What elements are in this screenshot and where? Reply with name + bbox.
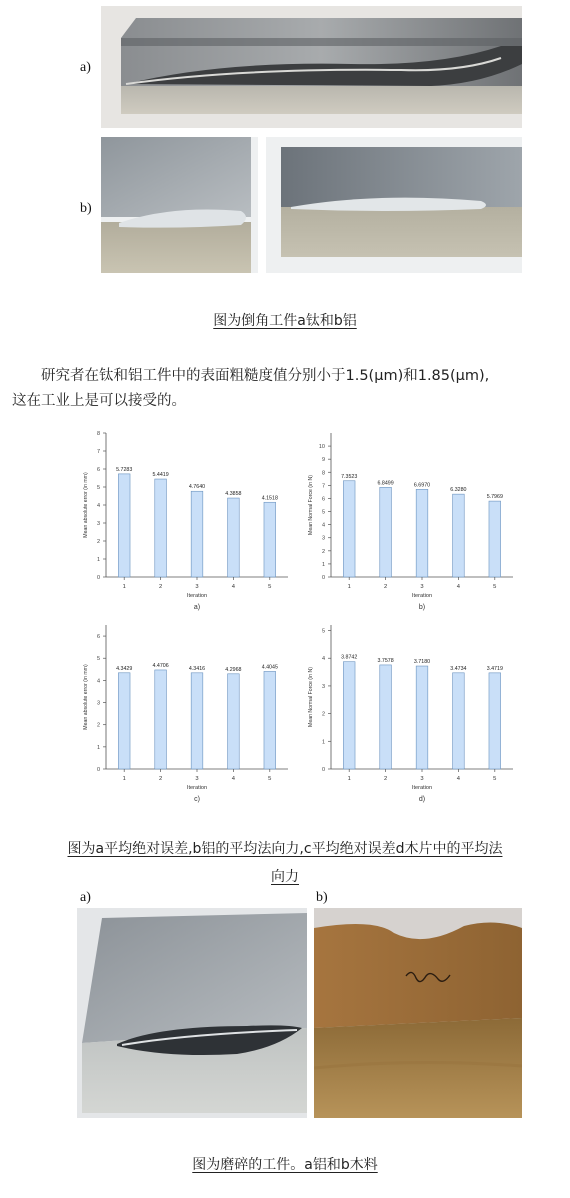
chart1-panel-label: a): [193, 604, 201, 611]
chart3-bar-2: [155, 670, 167, 769]
chart4-bar-3: [416, 666, 428, 769]
chart4-value-label-2: 3.7578: [377, 657, 394, 664]
chart3-ytick-label-3: 3: [96, 700, 100, 707]
chart3-xlabel: Iteration: [186, 785, 208, 791]
chart4-xtick-label-5: 5: [493, 776, 497, 782]
chart2-ytick-label-5: 5: [321, 509, 325, 516]
chart4-xtick-label-2: 2: [383, 776, 388, 782]
chart3-xtick-label-5: 5: [268, 776, 272, 782]
titanium-chamfer-photo: [101, 6, 522, 128]
chart2-value-label-1: 7.3523: [341, 473, 358, 480]
chart4-value-label-4: 3.4734: [450, 665, 467, 672]
chart1-ylabel: Mean absolute error (in mm): [83, 472, 89, 538]
chart1-xtick-label-4: 4: [231, 584, 236, 590]
chart3-panel-label: c): [194, 796, 200, 803]
chart4-ytick-label-2: 2: [321, 711, 325, 718]
milled-aluminum-photo: [77, 908, 307, 1118]
chart4-xlabel: Iteration: [411, 785, 433, 791]
chart1-xtick-label-1: 1: [122, 584, 126, 590]
chart4-panel-label: d): [418, 796, 426, 803]
chart1-ytick-label-8: 8: [96, 431, 100, 437]
chart3-bar-5: [264, 671, 276, 769]
chart2-bar-1: [343, 481, 355, 577]
chart3-bar-4: [228, 674, 240, 769]
chart1-ytick-label-3: 3: [96, 521, 100, 527]
chart3-value-label-5: 4.4045: [261, 664, 278, 671]
figure3-label-b: b): [316, 890, 328, 905]
chart2-value-label-4: 6.3280: [450, 487, 467, 494]
figure3-caption: 图为磨碎的工件。a铝和b木料: [192, 1157, 378, 1173]
chart1-value-label-4: 4.3858: [225, 491, 242, 498]
chart4-ylabel: Mean Normal Force (in N): [308, 667, 314, 727]
chart2-value-label-3: 6.6970: [413, 482, 431, 489]
chart1-xtick-label-3: 3: [195, 584, 199, 590]
chart3-ytick-label-4: 4: [96, 678, 100, 685]
chart3-value-label-4: 4.2968: [225, 666, 242, 673]
chart1-value-label-2: 5.4419: [152, 472, 169, 479]
chart4-bar-4: [453, 673, 465, 769]
chart4-ytick-label-1: 1: [321, 739, 325, 746]
chart3-ylabel: Mean absolute error (in mm): [83, 664, 89, 730]
chart2-xtick-label-2: 2: [383, 584, 388, 590]
chart4-ytick-label-5: 5: [321, 628, 325, 635]
chart1-ytick-label-5: 5: [96, 485, 100, 491]
figure1-caption: 图为倒角工件a钛和b铝: [213, 313, 357, 329]
chart2-ytick-label-0: 0: [321, 575, 325, 581]
chart2-ytick-label-7: 7: [321, 483, 325, 490]
chart4-ytick-label-3: 3: [321, 683, 325, 690]
chart3-ytick-label-0: 0: [96, 767, 100, 773]
chart3-value-label-1: 4.3429: [116, 665, 133, 672]
chart1-bar-2: [155, 479, 167, 577]
charts-svg: [76, 423, 525, 804]
chart4-bar-1: [343, 662, 355, 769]
chart1-bar-4: [228, 498, 240, 577]
chart2-panel-label: b): [418, 604, 426, 611]
chart1-bar-3: [191, 491, 203, 577]
charts-figure: [76, 423, 525, 804]
chart3-xtick-label-2: 2: [158, 776, 163, 782]
chart1-ytick-label-6: 6: [96, 467, 100, 473]
chart1-ytick-label-7: 7: [96, 449, 100, 455]
chart2-value-label-2: 6.8499: [377, 480, 394, 487]
chart1-xtick-label-5: 5: [268, 584, 272, 590]
chart2-ytick-label-10: 10: [318, 444, 325, 451]
chart4-ytick-label-0: 0: [321, 767, 325, 773]
figure1-label-b: b): [80, 201, 92, 216]
figure2-caption-line2: 向力: [271, 869, 299, 885]
chart3-xtick-label-3: 3: [195, 776, 199, 782]
chart1-ytick-label-2: 2: [96, 539, 100, 545]
chart1-xtick-label-2: 2: [158, 584, 163, 590]
chart1-ytick-label-1: 1: [96, 557, 100, 563]
chart2-ytick-label-1: 1: [321, 561, 325, 568]
chart1-bar-5: [264, 502, 276, 577]
chart3-bar-3: [191, 673, 203, 769]
chart3-xtick-label-4: 4: [231, 776, 236, 782]
chart3-ytick-label-2: 2: [96, 722, 100, 729]
chart3-ytick-label-6: 6: [96, 634, 100, 641]
chart2-ytick-label-9: 9: [321, 457, 325, 464]
aluminum-chamfer-photo-left: [101, 137, 258, 273]
chart2-xtick-label-5: 5: [493, 584, 497, 590]
body-paragraph: [12, 364, 560, 414]
chart2-ylabel: Mean Normal Force (in N): [308, 475, 314, 535]
figure1-label-a: a): [80, 60, 91, 75]
chart2-ytick-label-4: 4: [321, 522, 325, 529]
chart2-ytick-label-8: 8: [321, 470, 325, 477]
chart1-xlabel: Iteration: [186, 593, 208, 599]
chart1-value-label-1: 5.7283: [116, 466, 133, 473]
chart2-xtick-label-3: 3: [420, 584, 424, 590]
chart4-bar-2: [380, 665, 392, 769]
paragraph-line-2: 这在工业上是可以接受的。: [12, 393, 186, 409]
paragraph-line-1: 研究者在钛和铝工件中的表面粗糙度值分别小于1.5(μm)和1.85(μm),: [41, 368, 490, 384]
chart2-ytick-label-6: 6: [321, 496, 325, 503]
chart3-value-label-2: 4.4706: [152, 662, 169, 669]
chart3-ytick-label-5: 5: [96, 656, 100, 663]
chart2-bar-5: [489, 501, 501, 577]
chart2-bar-4: [453, 494, 465, 577]
chart2-xlabel: Iteration: [411, 593, 433, 599]
figure2-caption-line1: 图为a平均绝对误差,b铝的平均法向力,c平均绝对误差d木片中的平均法: [67, 841, 503, 857]
chart2-bar-3: [416, 489, 428, 577]
figure3-label-a: a): [80, 890, 91, 905]
chart2-bar-2: [380, 487, 392, 577]
chart1-value-label-5: 4.1518: [261, 495, 278, 502]
chart2-ytick-label-2: 2: [321, 548, 325, 555]
chart2-value-label-5: 5.7969: [486, 494, 503, 501]
chart4-xtick-label-1: 1: [347, 776, 351, 782]
chart4-bar-5: [489, 673, 501, 769]
chart4-ytick-label-4: 4: [321, 656, 325, 663]
chart4-value-label-1: 3.8742: [341, 654, 358, 661]
chart3-bar-1: [118, 673, 130, 769]
chart1-ytick-label-0: 0: [96, 575, 100, 581]
chart1-ytick-label-4: 4: [96, 503, 100, 509]
chart3-xtick-label-1: 1: [122, 776, 126, 782]
chart4-value-label-3: 3.7180: [413, 659, 431, 666]
chart3-ytick-label-1: 1: [96, 744, 100, 751]
aluminum-chamfer-photo-right: [266, 137, 522, 273]
chart4-value-label-5: 3.4719: [486, 665, 503, 672]
chart2-ytick-label-3: 3: [321, 535, 325, 542]
chart1-bar-1: [118, 474, 130, 577]
milled-wood-photo: [314, 908, 522, 1118]
chart4-xtick-label-4: 4: [456, 776, 461, 782]
chart4-xtick-label-3: 3: [420, 776, 424, 782]
chart3-value-label-3: 4.3416: [188, 665, 206, 672]
chart2-xtick-label-4: 4: [456, 584, 461, 590]
chart1-value-label-3: 4.7640: [188, 484, 206, 491]
chart2-xtick-label-1: 1: [347, 584, 351, 590]
